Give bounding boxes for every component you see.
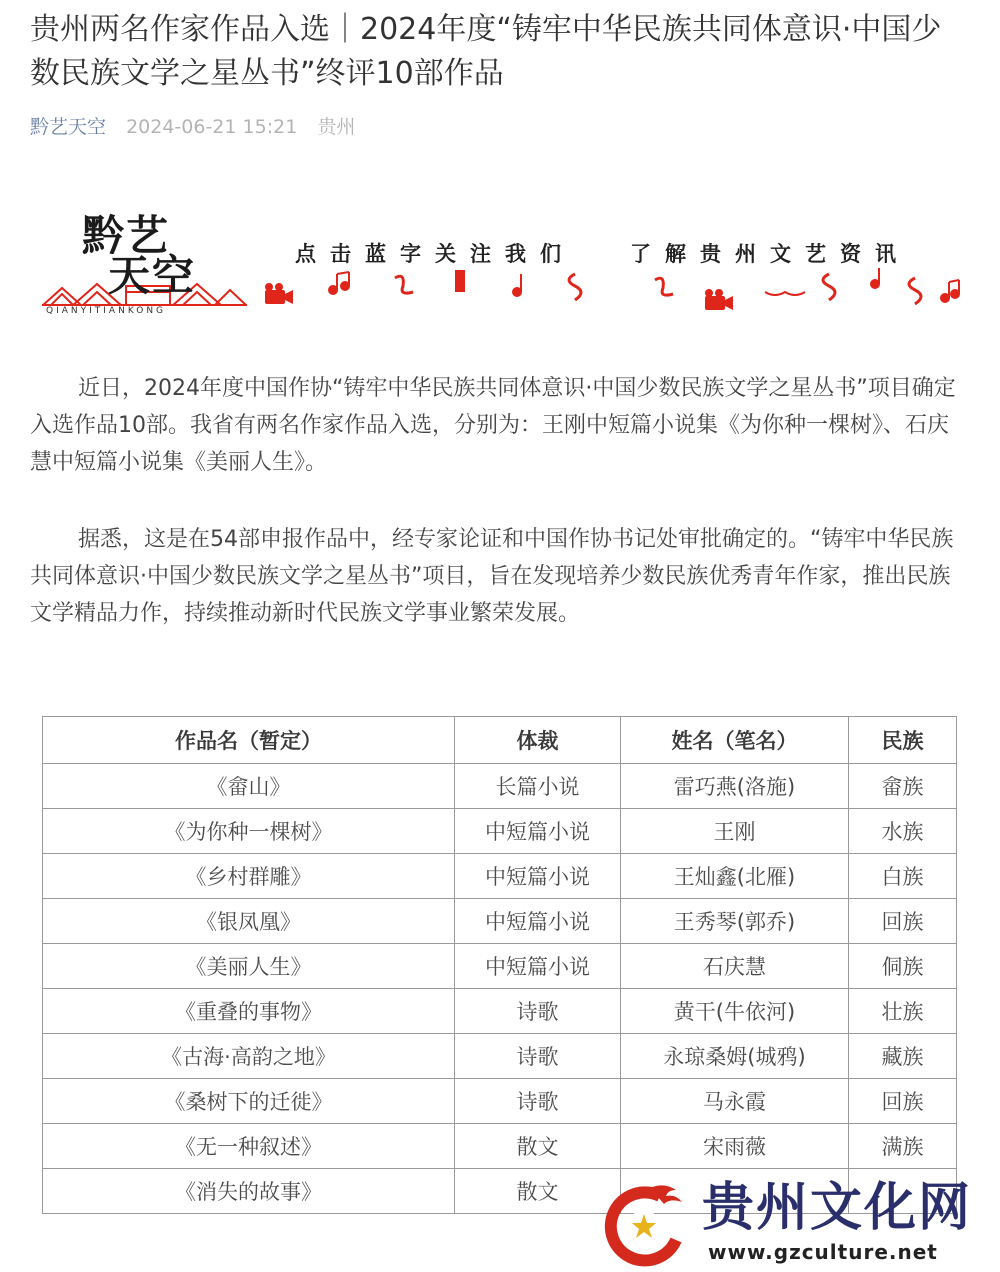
cell-genre: 中短篇小说 [455,809,621,854]
logo-line2: 天空 [108,251,197,300]
cell-genre: 长篇小说 [455,764,621,809]
note-squiggle-icon-2 [655,278,673,295]
banner-slogan-learn: 了解贵州文艺资讯 [630,242,910,266]
music-note-icon-4 [941,280,959,302]
cell-ethnicity: 回族 [849,899,957,944]
article-meta [30,114,355,140]
logo-line1: 黔艺 [82,211,171,260]
music-notes-decoration-icon [255,268,960,328]
cell-genre: 诗歌 [455,1079,621,1124]
article-paragraph-1: 近日，2024年度中国作协“铸牢中华民族共同体意识·中国少数民族文学之星丛书”项目确定入选作品10部。我省有两名作家作品入选，分别为：王刚中短篇小说集《为你种一棵树》、石庆慧中短篇小说集《美丽人生》。 [30,376,956,475]
follow-banner[interactable] [40,212,960,332]
cell-genre: 散文 [455,1124,621,1169]
gzculture-watermark [598,1178,1000,1272]
logo-calligraphy [82,211,197,300]
gzculture-logo-icon [598,1182,690,1268]
qianyitiankong-logo [40,212,255,322]
music-note-icon [329,272,349,294]
cell-work-title: 《重叠的事物》 [43,989,455,1034]
cell-ethnicity: 藏族 [849,1034,957,1079]
note-squiggle-icon [395,276,413,293]
table-row [43,1079,957,1124]
article-paragraph-2: 据悉，这是在54部申报作品中，经专家论证和中国作协书记处审批确定的。“铸牢中华民族共同体意识·中国少数民族文学之星丛书”项目，旨在发现培养少数民族优秀青年作家，推出民族文学精品力作，持续推动新时代民族文学事业繁荣发展。 [30,527,954,626]
cell-work-title: 《为你种一棵树》 [43,809,455,854]
note-s-icon-2 [823,274,835,300]
cell-genre: 散文 [455,1169,621,1214]
book-icon [455,270,465,292]
cell-author: 宋雨薇 [621,1124,849,1169]
header-work-title: 作品名（暂定） [43,717,455,764]
article-location: 贵州 [317,116,356,138]
table-row [43,944,957,989]
table-row [43,899,957,944]
cell-work-title: 《美丽人生》 [43,944,455,989]
table-row [43,764,957,809]
cell-author: 石庆慧 [621,944,849,989]
cell-author: 马永霞 [621,1079,849,1124]
cell-genre: 中短篇小说 [455,854,621,899]
watermark-site-url: www.gzculture.net [708,1240,938,1264]
cell-author: 王秀琴(郭乔) [621,899,849,944]
cell-author: 黄干(牛依河) [621,989,849,1034]
article-title: 贵州两名作家作品入选｜2024年度“铸牢中华民族共同体意识·中国少数民族文学之星丛书”终评10部作品 [30,12,942,91]
table-row [43,1124,957,1169]
cell-genre: 诗歌 [455,989,621,1034]
cell-ethnicity: 壮族 [849,989,957,1034]
cell-work-title: 《古海·高韵之地》 [43,1034,455,1079]
cell-author: 王刚 [621,809,849,854]
table-header-row [43,717,957,764]
note-s-icon-3 [909,278,921,304]
camera-icon-2 [705,289,733,310]
cell-genre: 中短篇小说 [455,944,621,989]
cell-ethnicity: 满族 [849,1124,957,1169]
cell-ethnicity: 水族 [849,809,957,854]
music-note-icon-3 [871,268,879,288]
table-row [43,989,957,1034]
camera-icon [265,283,293,304]
open-book-icon [765,292,805,295]
article-publish-time: 2024-06-21 15:21 [126,116,298,138]
cell-ethnicity: 侗族 [849,944,957,989]
table-row [43,854,957,899]
cell-ethnicity: 白族 [849,854,957,899]
header-genre: 体裁 [455,717,621,764]
banner-slogan-follow: 点击蓝字关注我们 [295,242,575,266]
cell-genre: 诗歌 [455,1034,621,1079]
header-ethnicity: 民族 [849,717,957,764]
cell-work-title: 《桑树下的迁徙》 [43,1079,455,1124]
works-table [42,716,957,1214]
cell-genre: 中短篇小说 [455,899,621,944]
cell-work-title: 《消失的故事》 [43,1169,455,1214]
cell-work-title: 《银凤凰》 [43,899,455,944]
header-author: 姓名（笔名） [621,717,849,764]
works-table-image [42,716,956,1214]
watermark-site-name: 贵州文化网 [702,1177,973,1238]
cell-author: 永琼桑姆(城鸦) [621,1034,849,1079]
table-row [43,1034,957,1079]
cell-work-title: 《畲山》 [43,764,455,809]
cell-author: 王灿鑫(北雁) [621,854,849,899]
cell-ethnicity: 畲族 [849,764,957,809]
note-s-icon [569,274,581,300]
article-source-link[interactable]: 黔艺天空 [30,116,107,138]
cell-work-title: 《无一种叙述》 [43,1124,455,1169]
cell-work-title: 《乡村群雕》 [43,854,455,899]
table-row [43,809,957,854]
cell-ethnicity: 回族 [849,1079,957,1124]
logo-pinyin: QIANYITIANKONG [46,306,167,316]
music-note-icon-2 [513,274,521,296]
cell-author: 雷巧燕(洛施) [621,764,849,809]
